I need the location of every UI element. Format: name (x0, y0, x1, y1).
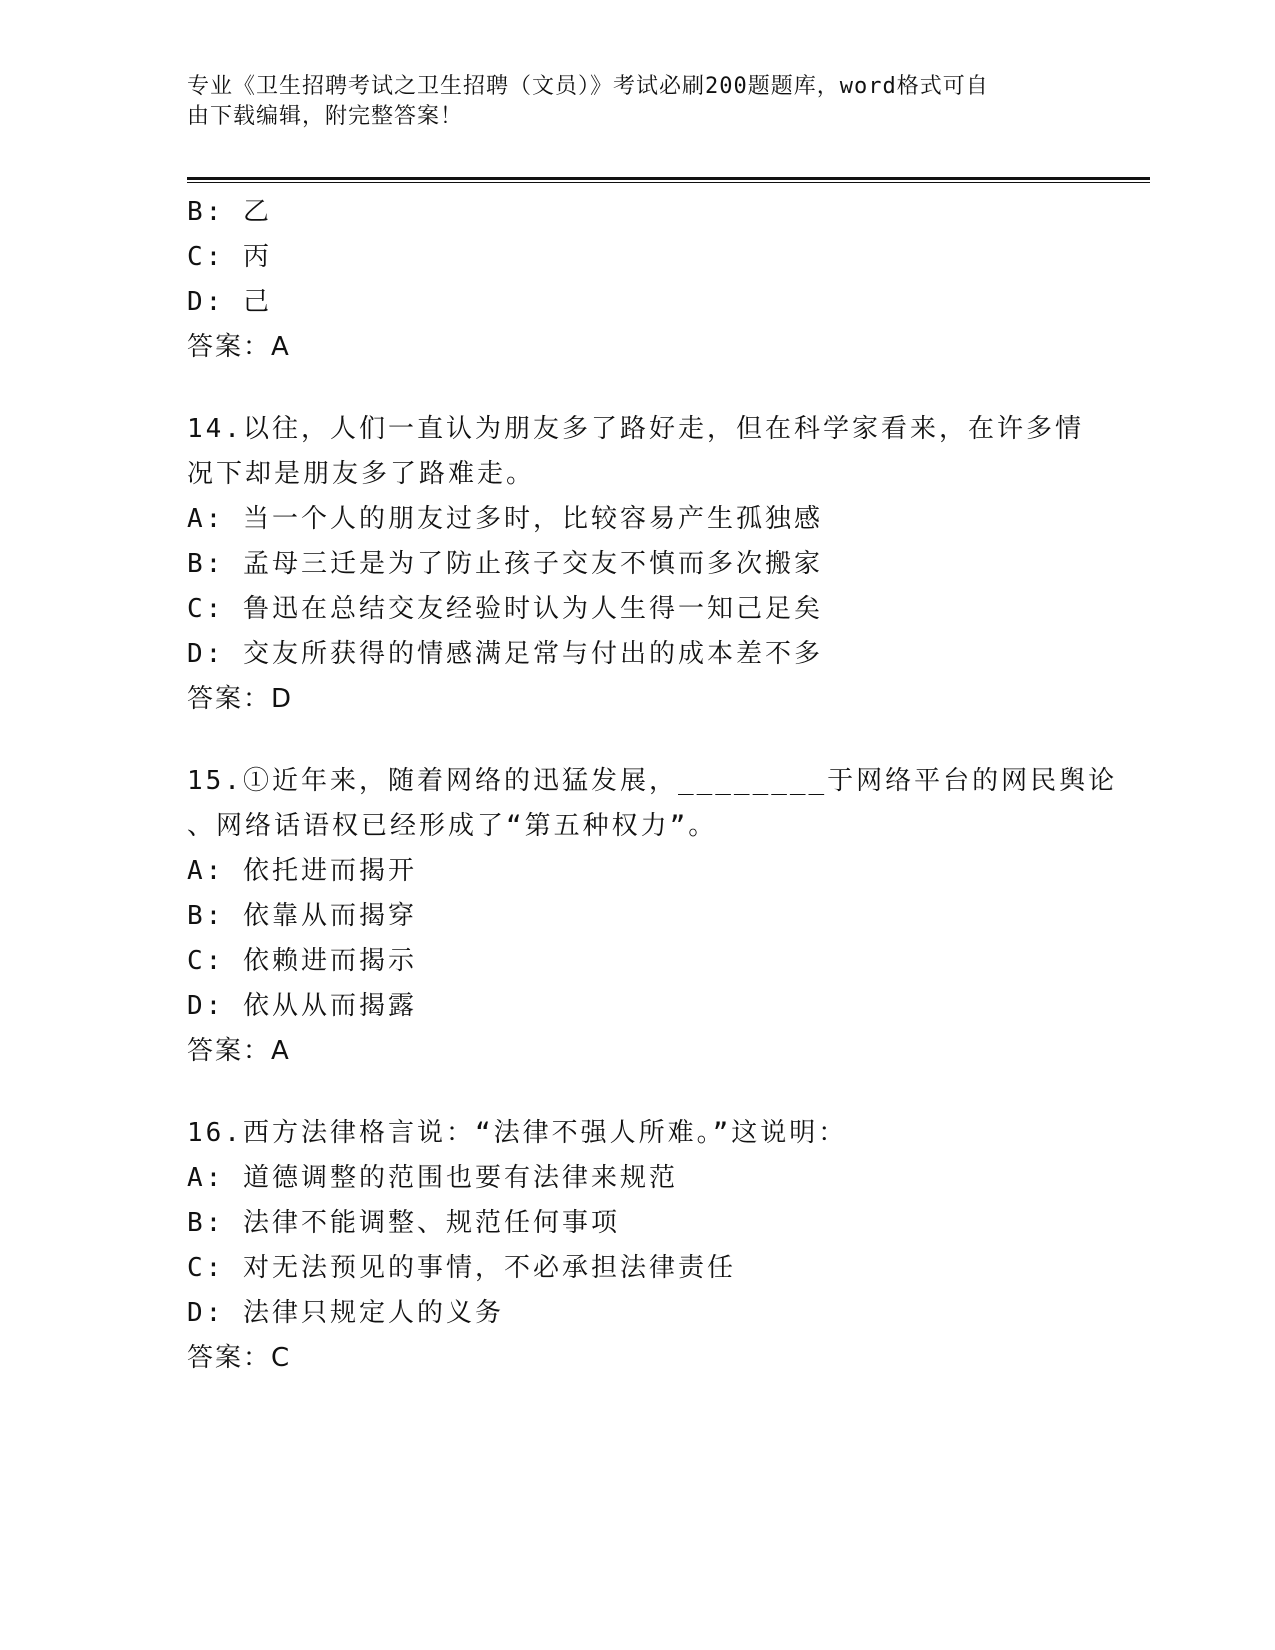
option-d: D: 交友所获得的情感满足常与付出的成本差不多 (187, 639, 823, 669)
header-line-1: 专业《卫生招聘考试之卫生招聘（文员）》考试必刷200题题库，word格式可自 (187, 74, 989, 99)
option-b: B: 依靠从而揭穿 (187, 901, 417, 931)
option-b: B: 孟母三迁是为了防止孩子交友不慎而多次搬家 (187, 549, 823, 579)
question-stem: 、网络话语权已经形成了“第五种权力”。 (187, 811, 718, 841)
option-d: D: 己 (187, 287, 272, 317)
question-15 (187, 759, 1118, 1074)
answer: 答案：C (187, 1343, 292, 1373)
header-line-2: 由下载编辑，附完整答案！ (187, 104, 464, 129)
option-c: C: 丙 (187, 242, 272, 272)
option-c: C: 依赖进而揭示 (187, 946, 417, 976)
option-a: A: 道德调整的范围也要有法律来规范 (187, 1163, 678, 1193)
document-header (187, 72, 1067, 132)
question-stem: 16.西方法律格言说：“法律不强人所难。”这说明： (187, 1118, 848, 1148)
option-a: A: 依托进而揭开 (187, 856, 417, 886)
question-16 (187, 1111, 1087, 1381)
answer: 答案：D (187, 684, 294, 714)
answer: 答案：A (187, 1036, 291, 1066)
question-stem: 况下却是朋友多了路难走。 (187, 459, 536, 489)
question-stem: 14.以往，人们一直认为朋友多了路好走，但在科学家看来，在许多情 (187, 414, 1084, 444)
header-rule-thin (187, 182, 1150, 183)
option-b: B: 乙 (187, 197, 272, 227)
option-d: D: 法律只规定人的义务 (187, 1298, 504, 1328)
option-b: B: 法律不能调整、规范任何事项 (187, 1208, 620, 1238)
option-d: D: 依从从而揭露 (187, 991, 417, 1021)
answer: 答案：A (187, 332, 291, 362)
question-list (187, 190, 1118, 1381)
header-rule-thick (187, 177, 1150, 180)
option-c: C: 鲁迅在总结交友经验时认为人生得一知己足矣 (187, 594, 823, 624)
option-c: C: 对无法预见的事情，不必承担法律责任 (187, 1253, 736, 1283)
option-a: A: 当一个人的朋友过多时，比较容易产生孤独感 (187, 504, 823, 534)
carryover-question (187, 190, 1087, 370)
question-stem: 15.①近年来，随着网络的迅猛发展，________于网络平台的网民舆论 (187, 766, 1118, 796)
question-14 (187, 407, 1087, 722)
